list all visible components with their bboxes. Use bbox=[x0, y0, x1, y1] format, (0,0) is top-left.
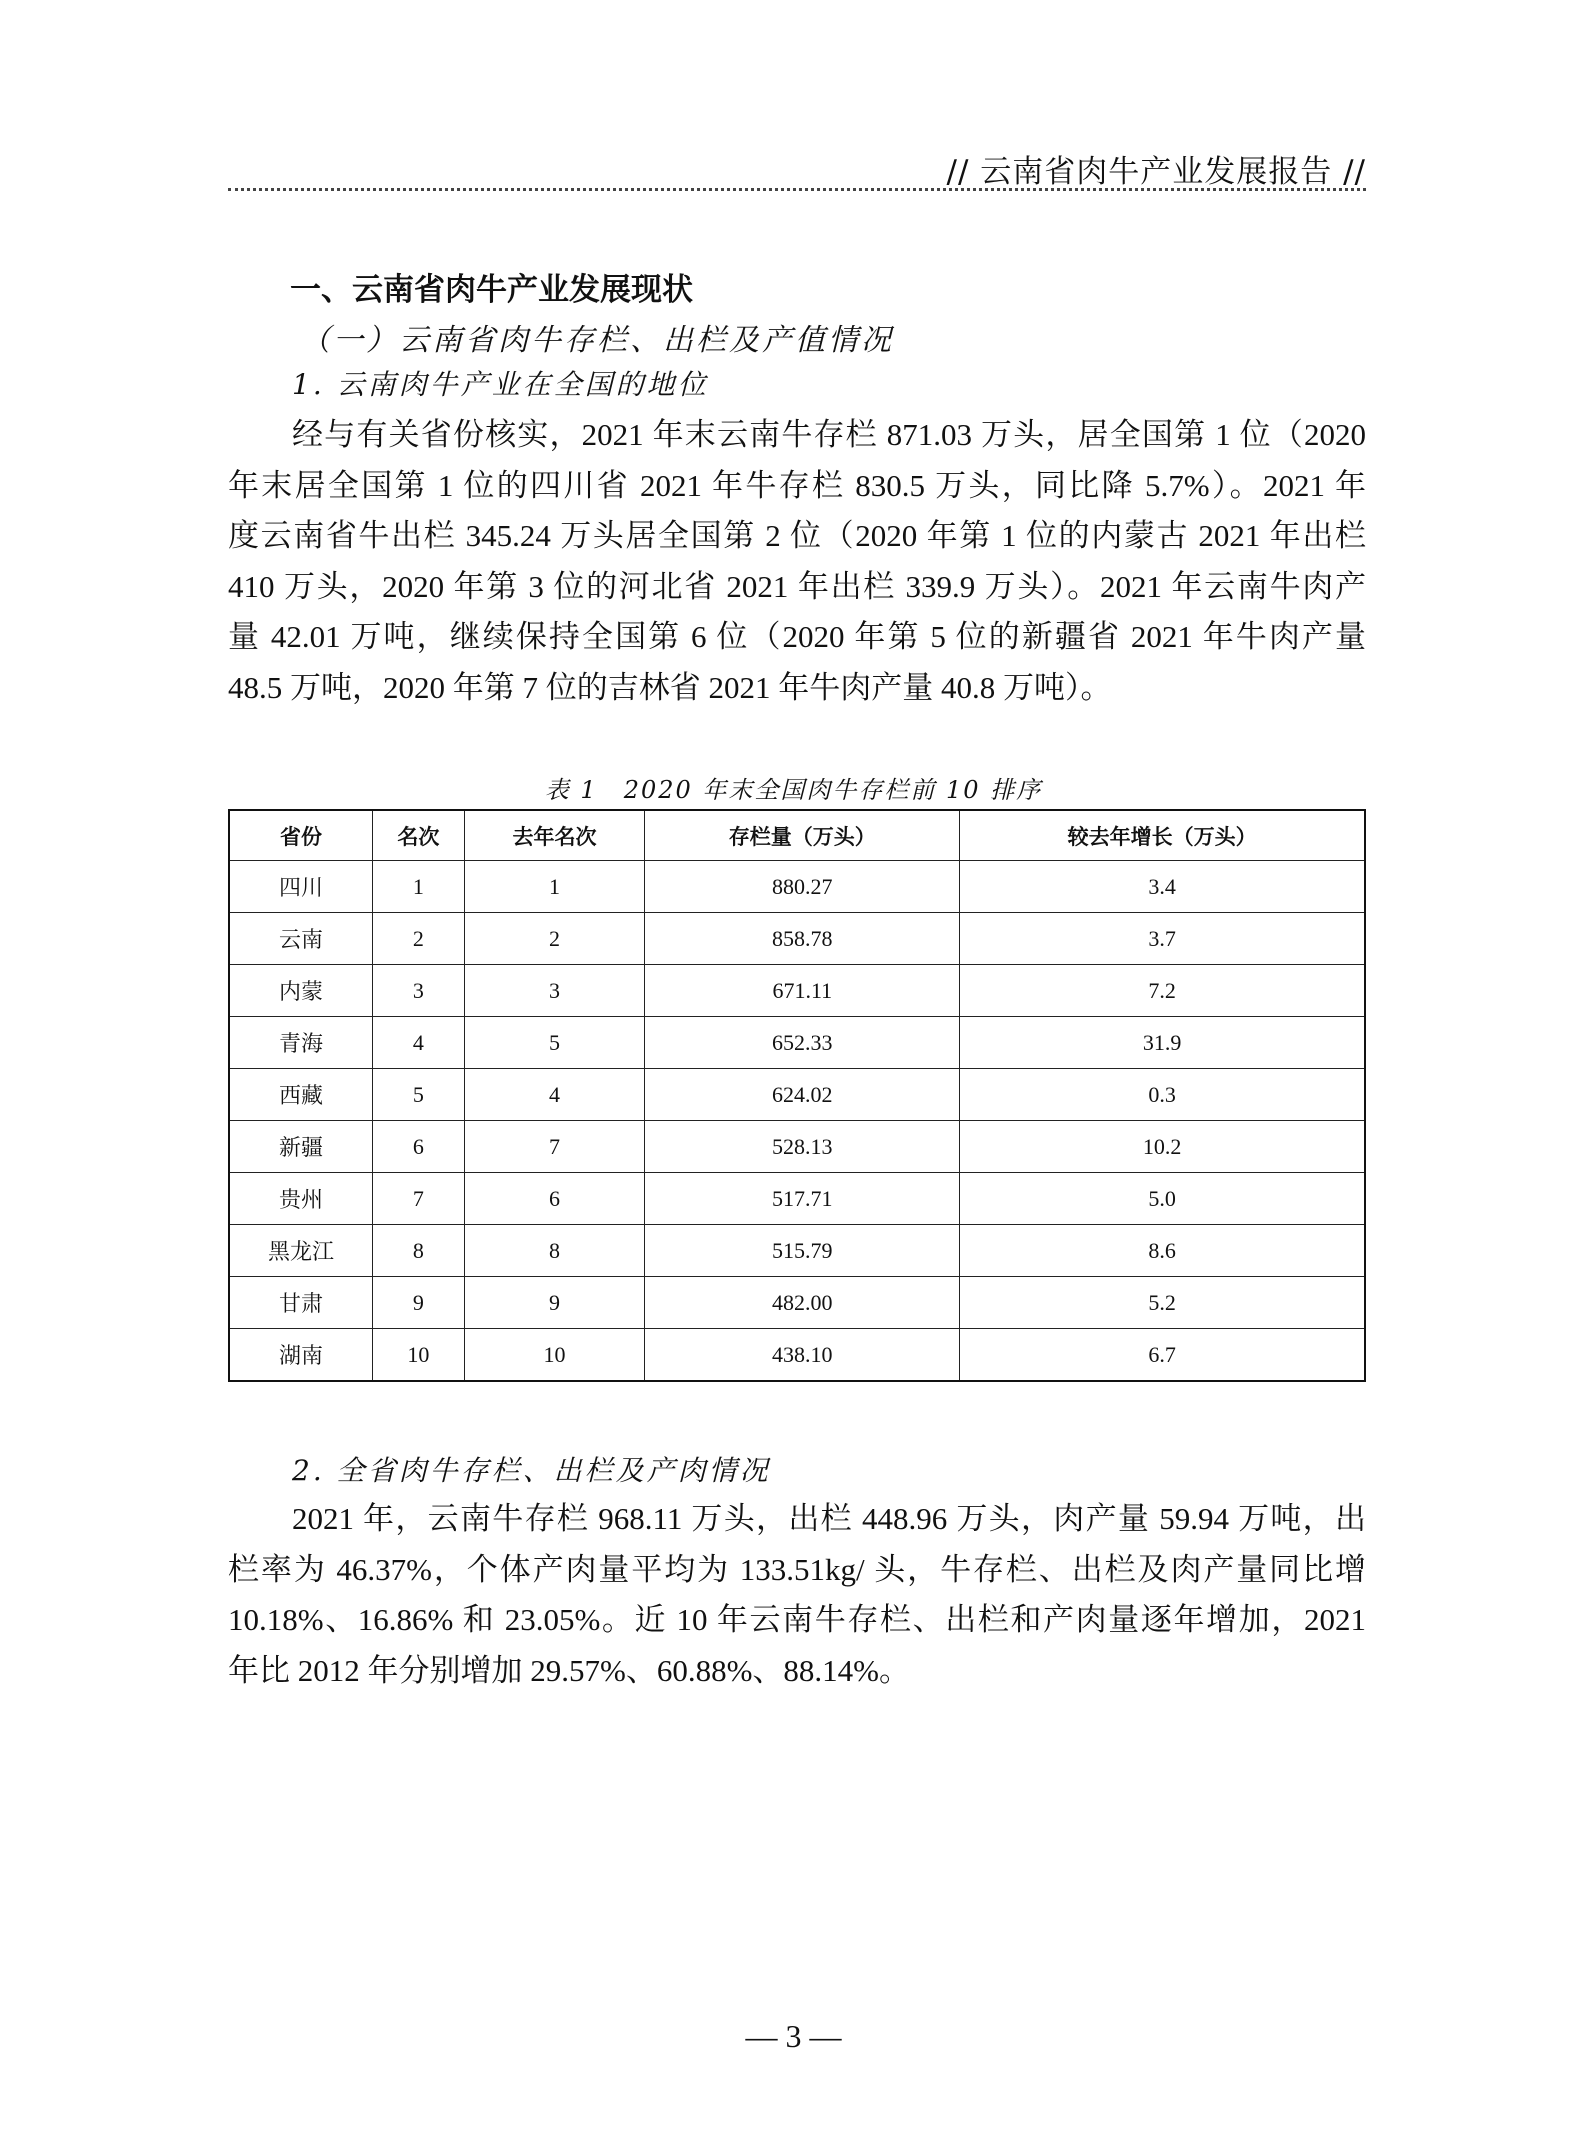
paragraph-line: 度云南省牛出栏 345.24 万头居全国第 2 位（2020 年第 1 位的内蒙古 2021 年出栏 bbox=[228, 518, 1366, 553]
province-cell: 四川 bbox=[229, 861, 373, 913]
growth-cell: 3.4 bbox=[960, 861, 1365, 913]
table-row bbox=[229, 1329, 1365, 1382]
table-row bbox=[229, 1017, 1365, 1069]
rank-cell: 1 bbox=[373, 861, 464, 913]
rank-cell: 5 bbox=[373, 1069, 464, 1121]
stock-cell: 517.71 bbox=[645, 1173, 960, 1225]
paragraph-line: 年比 2012 年分别增加 29.57%、60.88%、88.14%。 bbox=[228, 1652, 910, 1688]
prev-rank-cell: 4 bbox=[464, 1069, 645, 1121]
rank-cell: 9 bbox=[373, 1277, 464, 1329]
table-row bbox=[229, 965, 1365, 1017]
column-header: 存栏量（万头） bbox=[645, 810, 960, 861]
paragraph-line: 48.5 万吨，2020 年第 7 位的吉林省 2021 年牛肉产量 40.8 万吨）。 bbox=[228, 669, 1112, 705]
table-row bbox=[229, 1069, 1365, 1121]
prev-rank-cell: 5 bbox=[464, 1017, 645, 1069]
table-row bbox=[229, 1277, 1365, 1329]
rank-cell: 7 bbox=[373, 1173, 464, 1225]
rank-cell: 4 bbox=[373, 1017, 464, 1069]
province-cell: 西藏 bbox=[229, 1069, 373, 1121]
province-cell: 云南 bbox=[229, 913, 373, 965]
column-header: 去年名次 bbox=[464, 810, 645, 861]
column-header: 省份 bbox=[229, 810, 373, 861]
stock-cell: 515.79 bbox=[645, 1225, 960, 1277]
growth-cell: 6.7 bbox=[960, 1329, 1365, 1382]
running-header-title: // 云南省肉牛产业发展报告 // bbox=[946, 154, 1366, 190]
rank-cell: 8 bbox=[373, 1225, 464, 1277]
paragraph-line: 经与有关省份核实，2021 年末云南牛存栏 871.03 万头，居全国第 1 位（2020 bbox=[292, 417, 1366, 452]
prev-rank-cell: 2 bbox=[464, 913, 645, 965]
province-cell: 新疆 bbox=[229, 1121, 373, 1173]
growth-cell: 5.0 bbox=[960, 1173, 1365, 1225]
rank-cell: 6 bbox=[373, 1121, 464, 1173]
stock-cell: 671.11 bbox=[645, 965, 960, 1017]
column-header: 名次 bbox=[373, 810, 464, 861]
province-cell: 贵州 bbox=[229, 1173, 373, 1225]
paragraph-national-position bbox=[228, 410, 1366, 713]
province-cell: 黑龙江 bbox=[229, 1225, 373, 1277]
paragraph-line: 年末居全国第 1 位的四川省 2021 年牛存栏 830.5 万头，同比降 5.7%）。2021 年 bbox=[228, 467, 1366, 503]
header-divider bbox=[228, 188, 1366, 191]
growth-cell: 7.2 bbox=[960, 965, 1365, 1017]
prev-rank-cell: 10 bbox=[464, 1329, 645, 1382]
table-caption: 表 1 2020 年末全国肉牛存栏前 10 排序 bbox=[544, 776, 1043, 804]
paragraph-line: 量 42.01 万吨，继续保持全国第 6 位（2020 年第 5 位的新疆省 2021 年牛肉产量 bbox=[228, 619, 1366, 654]
table-header-row bbox=[229, 810, 1365, 861]
growth-cell: 8.6 bbox=[960, 1225, 1365, 1277]
paragraph-line: 栏率为 46.37%，个体产肉量平均为 133.51kg/ 头，牛存栏、出栏及肉产量同比增 bbox=[228, 1551, 1366, 1587]
item-heading-2: 2. 全省肉牛存栏、出栏及产肉情况 bbox=[292, 1454, 771, 1487]
paragraph-line: 2021 年，云南牛存栏 968.11 万头，出栏 448.96 万头，肉产量 59.94 万吨，出 bbox=[292, 1501, 1366, 1536]
province-cell: 甘肃 bbox=[229, 1277, 373, 1329]
stock-cell: 652.33 bbox=[645, 1017, 960, 1069]
table-row bbox=[229, 861, 1365, 913]
province-cell: 青海 bbox=[229, 1017, 373, 1069]
stock-cell: 858.78 bbox=[645, 913, 960, 965]
section-heading: 一、云南省肉牛产业发展现状 bbox=[290, 272, 693, 308]
stock-cell: 624.02 bbox=[645, 1069, 960, 1121]
cattle-stock-ranking-table bbox=[228, 809, 1366, 1382]
item-heading-1: 1. 云南肉牛产业在全国的地位 bbox=[292, 368, 709, 401]
prev-rank-cell: 6 bbox=[464, 1173, 645, 1225]
stock-cell: 528.13 bbox=[645, 1121, 960, 1173]
paragraph-line: 410 万头，2020 年第 3 位的河北省 2021 年出栏 339.9 万头）。2021 年云南牛肉产 bbox=[228, 568, 1366, 604]
stock-cell: 438.10 bbox=[645, 1329, 960, 1382]
prev-rank-cell: 9 bbox=[464, 1277, 645, 1329]
stock-cell: 482.00 bbox=[645, 1277, 960, 1329]
stock-cell: 880.27 bbox=[645, 861, 960, 913]
growth-cell: 0.3 bbox=[960, 1069, 1365, 1121]
province-cell: 内蒙 bbox=[229, 965, 373, 1017]
growth-cell: 10.2 bbox=[960, 1121, 1365, 1173]
growth-cell: 3.7 bbox=[960, 913, 1365, 965]
rank-cell: 10 bbox=[373, 1329, 464, 1382]
rank-cell: 3 bbox=[373, 965, 464, 1017]
prev-rank-cell: 3 bbox=[464, 965, 645, 1017]
province-cell: 湖南 bbox=[229, 1329, 373, 1382]
rank-cell: 2 bbox=[373, 913, 464, 965]
paragraph-provincial-stats bbox=[228, 1494, 1366, 1696]
prev-rank-cell: 1 bbox=[464, 861, 645, 913]
prev-rank-cell: 8 bbox=[464, 1225, 645, 1277]
subsection-heading: （一）云南省肉牛存栏、出栏及产值情况 bbox=[300, 323, 894, 358]
growth-cell: 5.2 bbox=[960, 1277, 1365, 1329]
table-row bbox=[229, 1225, 1365, 1277]
table-row bbox=[229, 913, 1365, 965]
table-row bbox=[229, 1121, 1365, 1173]
paragraph-line: 10.18%、16.86% 和 23.05%。近 10 年云南牛存栏、出栏和产肉量逐年增加，2021 bbox=[228, 1602, 1366, 1637]
column-header: 较去年增长（万头） bbox=[960, 810, 1365, 861]
page-number: — 3 — bbox=[745, 2018, 842, 2054]
table-row bbox=[229, 1173, 1365, 1225]
prev-rank-cell: 7 bbox=[464, 1121, 645, 1173]
growth-cell: 31.9 bbox=[960, 1017, 1365, 1069]
